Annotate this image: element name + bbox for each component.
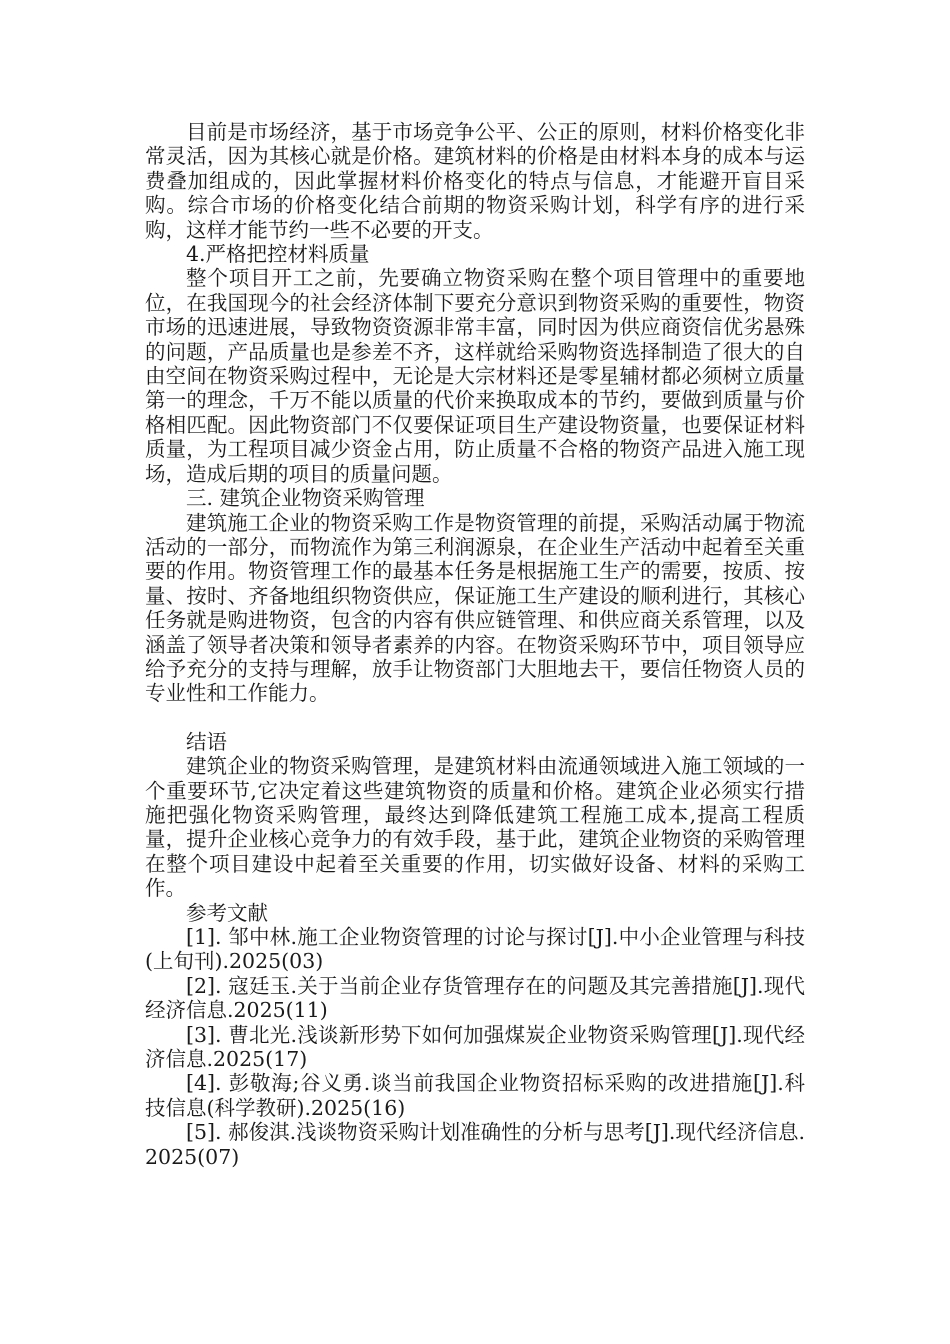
section-heading-quality-control: 4.严格把控材料质量	[186, 242, 370, 267]
paragraph-conclusion: 建筑企业的物资采购管理，是建筑材料由流通领域进入施工领域的一个重要环节,它决定着这些建筑物资的质量和价格。建筑企业必须实行措施把强化物资采购管理，最终达到降低建筑工程施工成本,提高工程质量，提升企业核心竞争力的有效手段，基于此，建筑企业物资的采购管理在整个项目建设中起着至关重要的作用，切实做好设备、材料的采购工作。	[145, 754, 805, 901]
reference-item-2: [2]. 寇廷玉.关于当前企业存货管理存在的问题及其完善措施[J].现代经济信息.2025(11)	[145, 973, 805, 1023]
document-page	[145, 120, 805, 1169]
reference-item-3: [3]. 曹北光.浅谈新形势下如何加强煤炭企业物资采购管理[J].现代经济信息.2025(17)	[145, 1022, 805, 1072]
conclusion-heading: 结语	[186, 729, 227, 754]
references-heading: 参考文献	[186, 900, 268, 925]
paragraph-spacer	[145, 706, 805, 730]
reference-item-5: [5]. 郝俊淇.浅谈物资采购计划准确性的分析与思考[J].现代经济信息.2025(07)	[145, 1120, 805, 1169]
paragraph-procurement-management: 建筑施工企业的物资采购工作是物资管理的前提，采购活动属于物流活动的一部分，而物流作为第三利润源泉，在企业生产活动中起着至关重要的作用。物资管理工作的最基本任务是根据施工生产的需要，按质、按量、按时、齐备地组织物资供应，保证施工生产建设的顺利进行，其核心任务就是购进物资，包含的内容有供应链管理、和供应商关系管理，以及涵盖了领导者决策和领导者素养的内容。在物资采购环节中，项目领导应给予充分的支持与理解，放手让物资部门大胆地去干，要信任物资人员的专业性和工作能力。	[145, 510, 805, 706]
paragraph-quality-control: 整个项目开工之前，先要确立物资采购在整个项目管理中的重要地位，在我国现今的社会经济体制下要充分意识到物资采购的重要性，物资市场的迅速进展，导致物资资源非常丰富，同时因为供应商资信优劣悬殊的问题，产品质量也是参差不齐，这样就给采购物资选择制造了很大的自由空间在物资采购过程中，无论是大宗材料还是零星辅材都必须树立质量第一的理念，千万不能以质量的代价来换取成本的节约，要做到质量与价格相匹配。因此物资部门不仅要保证项目生产建设物资量，也要保证材料质量，为工程项目减少资金占用，防止质量不合格的物资产品进入施工现场，造成后期的项目的质量问题。	[145, 266, 805, 486]
reference-item-1: [1]. 邹中林.施工企业物资管理的讨论与探讨[J].中小企业管理与科技(上旬刊).2025(03)	[145, 925, 805, 974]
paragraph-price-change: 目前是市场经济，基于市场竞争公平、公正的原则，材料价格变化非常灵活，因为其核心就是价格。建筑材料的价格是由材料本身的成本与运费叠加组成的，因此掌握材料价格变化的特点与信息，才能避开盲目采购。综合市场的价格变化结合前期的物资采购计划，科学有序的进行采购，这样才能节约一些不必要的开支。	[145, 120, 805, 242]
section-heading-procurement-management: 三. 建筑企业物资采购管理	[186, 486, 425, 511]
reference-item-4: [4]. 彭敬海;谷义勇.谈当前我国企业物资招标采购的改进措施[J].科技信息(科学教研).2025(16)	[145, 1071, 805, 1120]
